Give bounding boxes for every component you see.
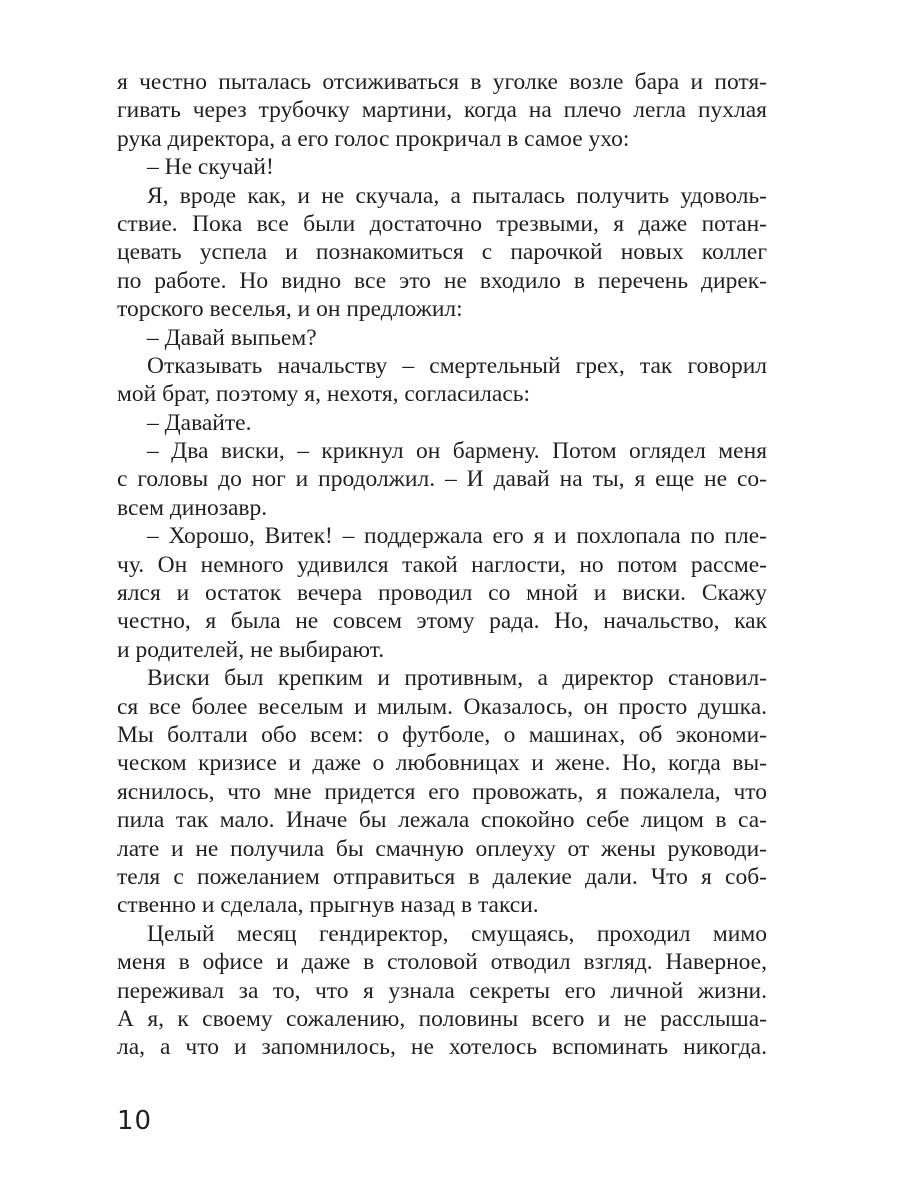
text-line: торского веселья, и он предложил:: [117, 296, 463, 323]
text-line: Я, вроде как, и не скучала, а пыталась получить удоволь-: [147, 182, 767, 209]
text-line: – Давайте.: [147, 409, 252, 436]
text-line: Виски был крепким и противным, а директор становил-: [147, 665, 767, 692]
text-line: по работе. Но видно все это не входило в перечень дирек-: [117, 267, 767, 294]
text-line: Целый месяц гендиректор, смущаясь, проходил мимо: [147, 920, 767, 947]
text-line: всем динозавр.: [117, 494, 268, 521]
text-line: гивать через трубочку мартини, когда на плечо легла пухлая: [117, 97, 767, 124]
text-line: ялся и остаток вечера проводил со мной и виски. Скажу: [117, 580, 767, 607]
body-text: [117, 68, 767, 1062]
text-line: переживал за то, что я узнала секреты его личной жизни.: [117, 977, 767, 1004]
text-line: лате и не получила бы смачную оплеуху от жены руководи-: [117, 835, 767, 862]
text-line: рука директора, а его голос прокричал в самое ухо:: [117, 125, 630, 152]
page-number: 10: [117, 1106, 153, 1136]
text-line: я честно пыталась отсиживаться в уголке возле бара и потя-: [117, 69, 767, 95]
text-line: ствие. Пока все были достаточно трезвыми, я даже потан-: [117, 210, 767, 237]
text-line: с головы до ног и продолжил. – И давай на ты, я еще не со-: [117, 466, 767, 493]
text-line: меня в офисе и даже в столовой отводил взгляд. Наверное,: [117, 949, 767, 976]
text-line: цевать успела и познакомиться с парочкой новых коллег: [117, 239, 767, 266]
text-line: – Давай выпьем?: [147, 324, 317, 351]
text-line: ственно и сделала, прыгнув назад в такси.: [117, 892, 539, 919]
text-line: пила так мало. Иначе бы лежала спокойно себе лицом в са-: [117, 807, 767, 834]
text-line: – Не скучай!: [147, 154, 274, 181]
text-line: яснилось, что мне придется его провожать, я пожалела, что: [117, 778, 767, 805]
text-line: чу. Он немного удивился такой наглости, но потом рассме-: [117, 551, 767, 578]
text-line: ся все более веселым и милым. Оказалось, он просто душка.: [117, 693, 767, 720]
text-line: А я, к своему сожалению, половины всего и не расслыша-: [117, 1005, 767, 1032]
text-line: Отказывать начальству – смертельный грех, так говорил: [147, 352, 767, 379]
text-line: и родителей, не выбирают.: [117, 636, 385, 663]
text-line: ческом кризисе и даже о любовницах и жене. Но, когда вы-: [117, 750, 767, 777]
text-line: ла, а что и запомнилось, не хотелось вспоминать никогда.: [117, 1034, 767, 1061]
text-line: Мы болтали обо всем: о футболе, о машинах, об экономи-: [117, 721, 767, 748]
text-line: теля с пожеланием отправиться в далекие дали. Что я соб-: [117, 863, 767, 890]
text-line: – Хорошо, Витек! – поддержала его я и похлопала по пле-: [147, 523, 767, 550]
text-line: честно, я была не совсем этому рада. Но, начальство, как: [117, 608, 767, 635]
text-line: – Два виски, – крикнул он бармену. Потом оглядел меня: [147, 438, 767, 465]
text-line: мой брат, поэтому я, нехотя, согласилась:: [117, 381, 531, 408]
